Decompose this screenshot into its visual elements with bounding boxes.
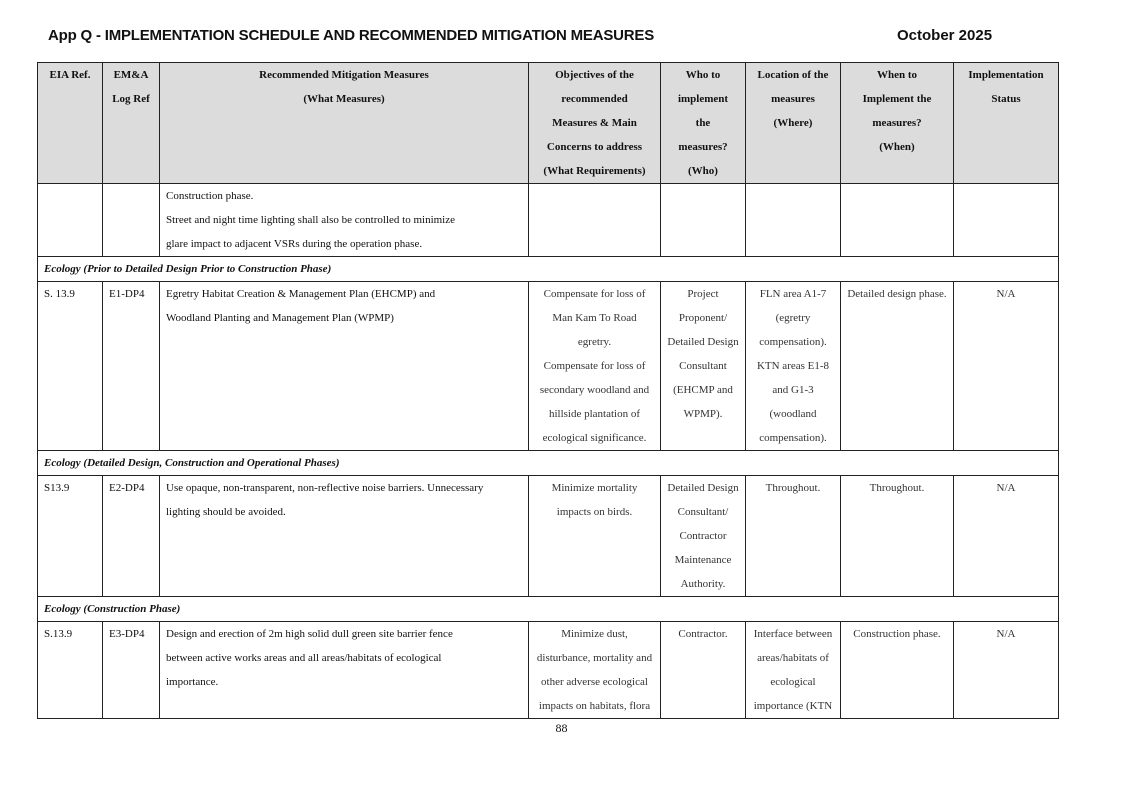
text-line: Status <box>991 93 1021 105</box>
text-line: Detailed Design <box>667 336 739 348</box>
text-line: EIA Ref. <box>49 69 91 81</box>
column-header-log-ref <box>103 63 160 184</box>
text-line: impacts on birds. <box>556 506 633 518</box>
text-line: Throughout. <box>869 482 925 494</box>
text-line: FLN area A1-7 <box>759 288 827 300</box>
log-ref-cell: E2-DP4 <box>103 476 160 597</box>
text-line: Egretry Habitat Creation & Management Plan (EHCMP) and <box>166 288 436 300</box>
text-line: KTN areas E1-8 <box>756 360 830 372</box>
text-line: ecological significance. <box>542 432 647 444</box>
column-header-measures <box>160 63 529 184</box>
text-line: Interface between <box>753 628 833 640</box>
text-line: Use opaque, non-transparent, non-reflective noise barriers. Unnecessary <box>166 482 484 494</box>
section-title: Ecology (Prior to Detailed Design Prior to Construction Phase) <box>38 257 1059 282</box>
status-cell <box>954 622 1059 719</box>
empty-cell <box>529 184 661 257</box>
column-header-status <box>954 63 1059 184</box>
implementation-schedule-table <box>37 62 1059 719</box>
text-line: Measures & Main <box>552 117 637 129</box>
column-header-where <box>746 63 841 184</box>
column-header-objectives <box>529 63 661 184</box>
document-date: October 2025 <box>897 27 993 44</box>
when-cell <box>841 282 954 451</box>
text-line: hillside plantation of <box>548 408 641 420</box>
text-line: measures? <box>872 117 922 129</box>
where-cell <box>746 476 841 597</box>
log-ref-cell: E1-DP4 <box>103 282 160 451</box>
text-line: and G1-3 <box>772 384 814 396</box>
empty-cell <box>954 184 1059 257</box>
column-header-who <box>661 63 746 184</box>
table-header-row <box>38 63 1059 184</box>
text-line: Location of the <box>757 69 829 81</box>
objectives-cell <box>529 476 661 597</box>
text-line: N/A <box>996 628 1016 640</box>
text-line: Concerns to address <box>546 141 643 153</box>
who-cell <box>661 282 746 451</box>
text-line: Woodland Planting and Management Plan (WPMP) <box>166 312 394 324</box>
log-ref-cell <box>103 184 160 257</box>
text-line: Implement the <box>862 93 932 105</box>
empty-cell <box>841 184 954 257</box>
text-line: Minimize dust, <box>561 628 628 640</box>
who-cell <box>661 476 746 597</box>
text-line: Consultant <box>679 360 727 372</box>
section-title: Ecology (Construction Phase) <box>38 597 1059 622</box>
log-ref-cell: E3-DP4 <box>103 622 160 719</box>
text-line: between active works areas and all areas/habitats of ecological <box>166 652 442 664</box>
table-row <box>38 282 1059 451</box>
text-line: compensation). <box>759 432 827 444</box>
text-line: impacts on habitats, flora <box>538 700 651 712</box>
empty-cell <box>661 184 746 257</box>
text-line: (Where) <box>773 117 813 129</box>
text-line: (What Measures) <box>303 93 385 105</box>
text-line: N/A <box>996 482 1016 494</box>
text-line: Compensate for loss of <box>543 360 646 372</box>
measures-cell <box>160 476 529 597</box>
text-line: Street and night time lighting shall also be controlled to minimize <box>166 214 456 226</box>
document-title: App Q - IMPLEMENTATION SCHEDULE AND RECOMMENDED MITIGATION MEASURES <box>48 27 655 44</box>
text-line: ecological <box>770 676 816 688</box>
page-number: 88 <box>555 721 568 735</box>
text-line: Log Ref <box>112 93 150 105</box>
when-cell <box>841 622 954 719</box>
text-line: (egretry <box>775 312 811 324</box>
text-line: lighting should be avoided. <box>166 506 286 518</box>
text-line: Project <box>687 288 719 300</box>
text-line: other adverse ecological <box>541 676 648 688</box>
text-line: (EHCMP and <box>673 384 733 396</box>
objectives-cell <box>529 622 661 719</box>
when-cell <box>841 476 954 597</box>
text-line: (When) <box>879 141 915 153</box>
objectives-cell <box>529 282 661 451</box>
where-cell <box>746 622 841 719</box>
measures-cell <box>160 622 529 719</box>
text-line: (Who) <box>688 165 718 177</box>
section-header-row <box>38 597 1059 622</box>
text-line: implement <box>677 93 729 105</box>
text-line: Construction phase. <box>166 190 254 202</box>
measures-cell <box>160 184 529 257</box>
column-header-when <box>841 63 954 184</box>
text-line: Contractor. <box>678 628 728 640</box>
text-line: importance. <box>166 676 219 688</box>
text-line: Throughout. <box>765 482 821 494</box>
text-line: EM&A <box>113 69 149 81</box>
continuation-row <box>38 184 1059 257</box>
section-title: Ecology (Detailed Design, Construction and Operational Phases) <box>38 451 1059 476</box>
text-line: Implementation <box>968 69 1044 81</box>
text-line: compensation). <box>759 336 827 348</box>
text-line: Man Kam To Road egretry. <box>552 312 637 348</box>
text-line: WPMP). <box>683 408 723 420</box>
text-line: importance (KTN <box>753 700 833 712</box>
text-line: Proponent/ <box>678 312 728 324</box>
text-line: measures? <box>678 141 728 153</box>
text-line: Contractor <box>679 530 727 542</box>
status-cell <box>954 282 1059 451</box>
eia-ref-cell: S13.9 <box>38 476 103 597</box>
text-line: Detailed Design <box>667 482 739 494</box>
who-cell <box>661 622 746 719</box>
column-header-eia-ref <box>38 63 103 184</box>
text-line: Detailed design phase. <box>847 288 947 300</box>
text-line: (What Requirements) <box>543 165 646 177</box>
text-line: recommended <box>561 93 628 105</box>
text-line: Authority. <box>680 578 726 590</box>
text-line: N/A <box>996 288 1016 300</box>
where-cell <box>746 282 841 451</box>
text-line: secondary woodland and <box>539 384 650 396</box>
measures-cell <box>160 282 529 451</box>
table-row <box>38 476 1059 597</box>
page-header <box>48 27 998 49</box>
text-line: Who to <box>685 69 721 81</box>
section-header-row <box>38 257 1059 282</box>
text-line: Compensate for loss of <box>543 288 646 300</box>
text-line: Objectives of the <box>555 69 634 81</box>
eia-ref-cell <box>38 184 103 257</box>
text-line: When to <box>876 69 918 81</box>
table-row <box>38 622 1059 719</box>
text-line: Consultant/ <box>677 506 729 518</box>
text-line: glare impact to adjacent VSRs during the operation phase. <box>166 238 423 250</box>
text-line: Recommended Mitigation Measures <box>259 69 429 81</box>
text-line: the <box>695 117 711 129</box>
eia-ref-cell: S.13.9 <box>38 622 103 719</box>
text-line: Design and erection of 2m high solid dull green site barrier fence <box>166 628 453 640</box>
text-line: Maintenance <box>674 554 732 566</box>
eia-ref-cell: S. 13.9 <box>38 282 103 451</box>
text-line: disturbance, mortality and <box>536 652 653 664</box>
empty-cell <box>746 184 841 257</box>
text-line: areas/habitats of <box>757 652 829 664</box>
status-cell <box>954 476 1059 597</box>
text-line: Minimize mortality <box>551 482 638 494</box>
section-header-row <box>38 451 1059 476</box>
text-line: (woodland <box>769 408 817 420</box>
text-line: Construction phase. <box>853 628 941 640</box>
text-line: measures <box>771 93 815 105</box>
